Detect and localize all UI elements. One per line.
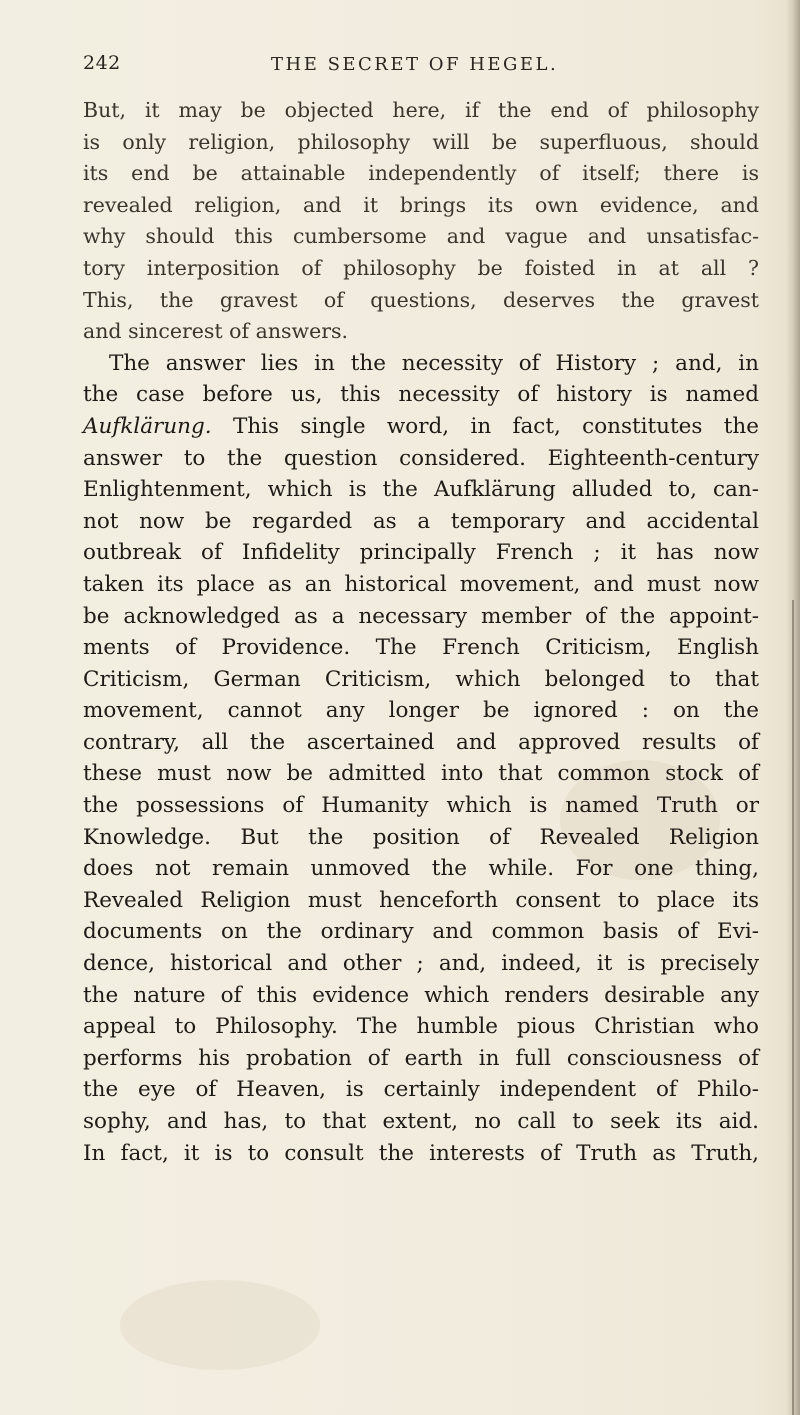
text-line: outbreak of Infidelity principally French ; it has now xyxy=(83,540,759,566)
text-line: documents on the ordinary and common basis of Evi- xyxy=(83,919,759,945)
text-line: Aufklärung. This single word, in fact, constitutes the xyxy=(83,413,759,439)
italic-term: Aufklärung. xyxy=(83,413,212,439)
page-header xyxy=(0,52,800,82)
text-line: tory interposition of philosophy be foisted in at all ? xyxy=(83,255,759,280)
text-line: Enlightenment, which is the Aufklärung alluded to, can- xyxy=(83,477,759,503)
text-line: But, it may be objected here, if the end of philosophy xyxy=(83,98,759,122)
running-head: THE SECRET OF HEGEL. xyxy=(271,54,559,75)
text-line: be acknowledged as a necessary member of the appoint- xyxy=(83,603,759,629)
text-line: The answer lies in the necessity of History ; and, in xyxy=(109,350,759,376)
text-line: performs his probation of earth in full consciousness of xyxy=(83,1045,759,1071)
text-line: why should this cumbersome and vague and unsatisfac- xyxy=(83,224,759,249)
text-line: and sincerest of answers. xyxy=(83,319,349,344)
text-line: Criticism, German Criticism, which belonged to that xyxy=(83,666,759,692)
text-line: these must now be admitted into that common stock of xyxy=(83,761,759,787)
body-text xyxy=(83,95,759,1169)
text-line: is only religion, philosophy will be superfluous, should xyxy=(83,129,759,154)
text-line: This, the gravest of questions, deserves the gravest xyxy=(83,287,759,312)
text-line: sophy, and has, to that extent, no call to seek its aid. xyxy=(83,1109,759,1134)
text-line: ments of Providence. The French Criticism, English xyxy=(83,635,759,661)
text-line: Knowledge. But the position of Revealed Religion xyxy=(83,824,759,850)
text-line: not now be regarded as a temporary and accidental xyxy=(83,508,759,534)
page-edge-line xyxy=(792,600,794,1415)
text-line: Revealed Religion must henceforth consent to place its xyxy=(83,887,759,913)
paper-stain xyxy=(120,1280,320,1370)
text-line: the eye of Heaven, is certainly independent of Philo- xyxy=(83,1077,759,1103)
text-line: contrary, all the ascertained and approved results of xyxy=(83,729,759,755)
text-line: the possessions of Humanity which is named Truth or xyxy=(83,793,759,819)
page-number: 242 xyxy=(83,52,121,74)
text-line: its end be attainable independently of itself; there is xyxy=(83,161,759,186)
text-line: the nature of this evidence which renders desirable any xyxy=(83,982,759,1008)
text-line: In fact, it is to consult the interests of Truth as Truth, xyxy=(83,1140,759,1166)
text-line: dence, historical and other ; and, indeed, it is precisely xyxy=(83,951,759,977)
text-line: answer to the question considered. Eighteenth-century xyxy=(83,445,759,471)
text-line: taken its place as an historical movement, and must now xyxy=(83,571,759,597)
text-line: revealed religion, and it brings its own evidence, and xyxy=(83,192,759,217)
text-line: the case before us, this necessity of history is named xyxy=(83,382,759,408)
text-line: does not remain unmoved the while. For one thing, xyxy=(83,856,759,882)
text-line: movement, cannot any longer be ignored : on the xyxy=(83,698,759,724)
text-line: appeal to Philosophy. The humble pious Christian who xyxy=(83,1014,759,1040)
